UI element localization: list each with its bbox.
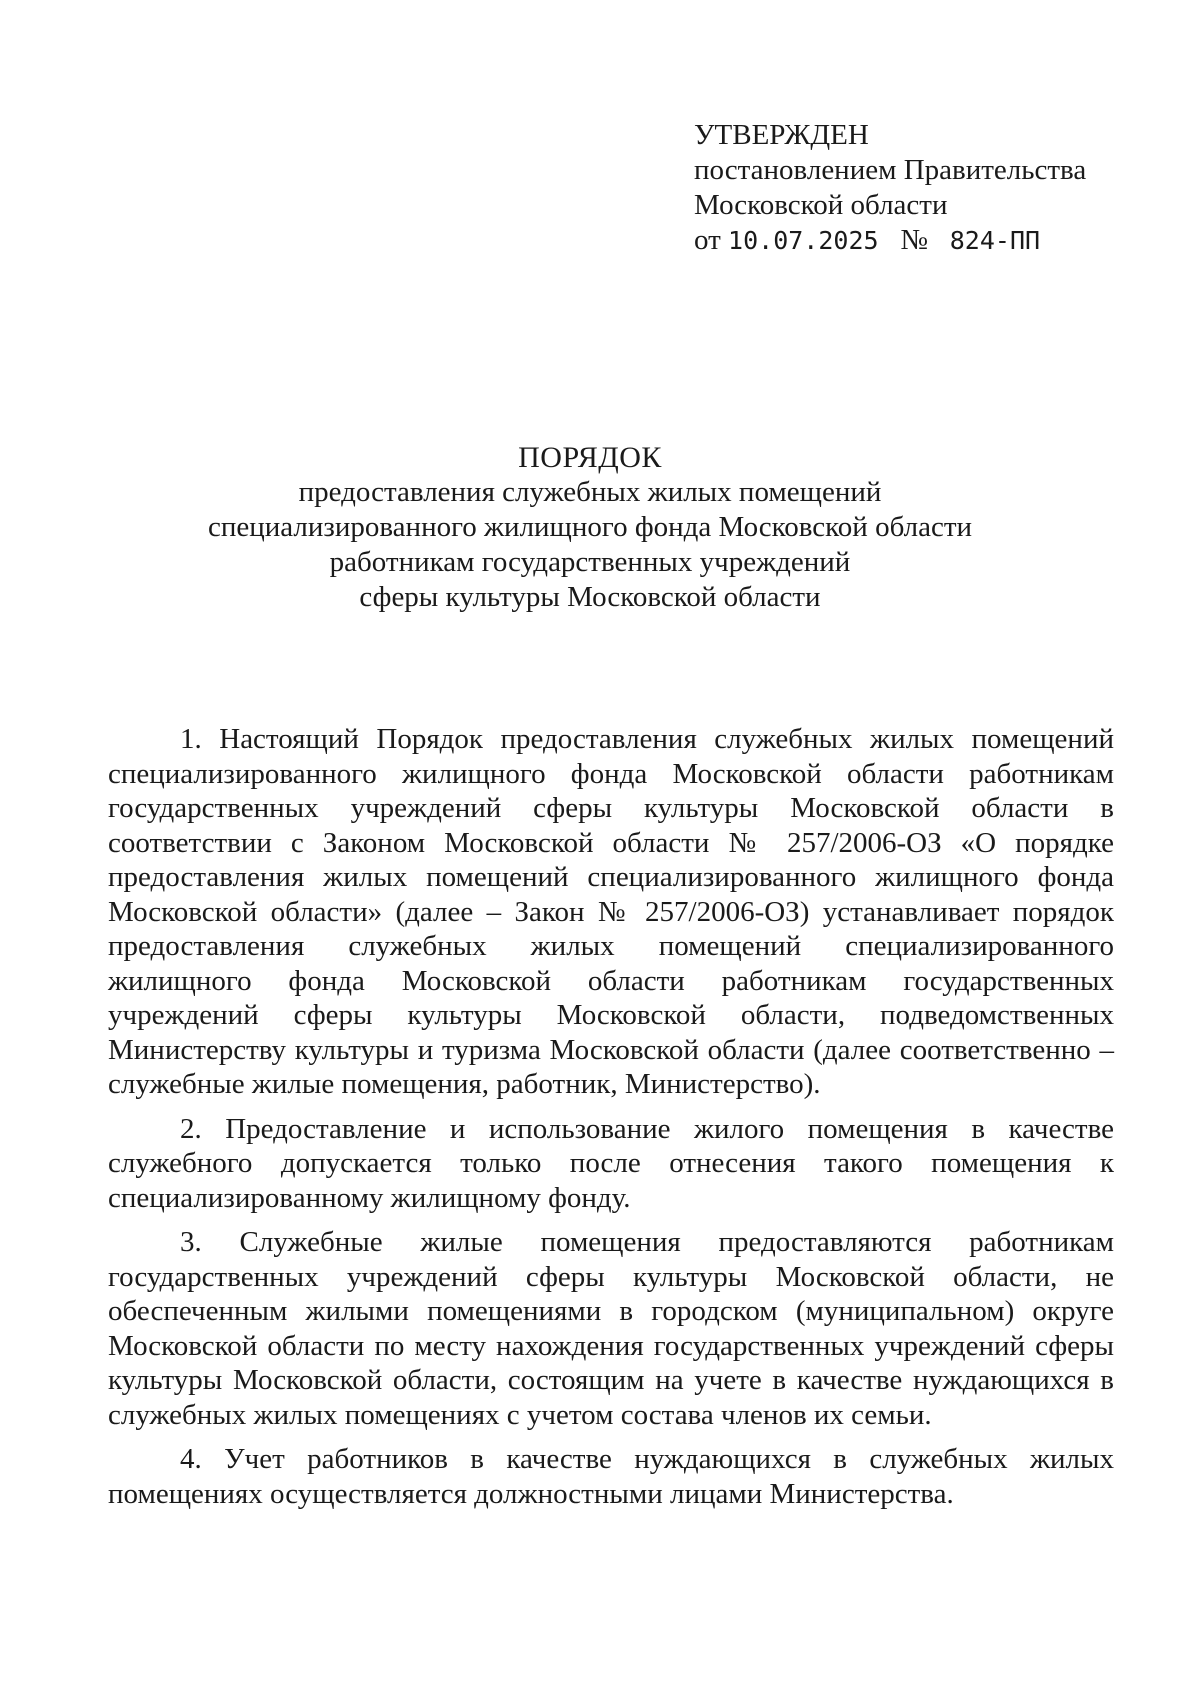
approval-line-1: постановлением Правительства [694, 154, 1087, 186]
title-line-2: специализированного жилищного фонда Московской области [207, 511, 973, 543]
title-line-3: работникам государственных учреждений [329, 546, 851, 578]
paragraph-2: 2. Предоставление и использование жилого помещения в качестве служебного допускается только после отнесения такого помещения к специализированному жилищному фонду. [108, 1112, 1114, 1214]
document-title [150, 440, 1030, 615]
approval-date-line [694, 223, 1134, 258]
paragraph-4: 4. Учет работников в качестве нуждающихся в служебных жилых помещениях осуществляется должностными лицами Министерства. [108, 1443, 1114, 1510]
title-line-1: предоставления служебных жилых помещений [298, 476, 882, 508]
approval-number: 824-ПП [949, 226, 1041, 255]
paragraph-1: 1. Настоящий Порядок предоставления служебных жилых помещений специализированного жилищного фонда Московской области работникам государственных учреждений сферы культуры Московской области в соответствии с Законом Московской области № 257/2006-ОЗ «О порядке предоставления жилых помещений специализированного жилищного фонда Московской области» (далее – Закон № 257/2006-ОЗ) устанавливает порядок предоставления служебных жилых помещений специализированного жилищного фонда Московской области работникам государственных учреждений сферы культуры Московской области, подведомственных Министерству культуры и туризма Московской области (далее соответственно – служебные жилые помещения, работник, Министерство). [108, 723, 1114, 1100]
document-body [108, 722, 1114, 1511]
approval-date: 10.07.2025 [728, 226, 879, 255]
approval-block [694, 118, 1134, 258]
title-heading: ПОРЯДОК [518, 441, 662, 474]
approval-date-prefix: от [694, 224, 721, 256]
approval-line-2: Московской области [694, 189, 948, 221]
approval-label: УТВЕРЖДЕН [694, 119, 869, 151]
paragraph-3: 3. Служебные жилые помещения предоставляются работникам государственных учреждений сферы культуры Московской области, не обеспеченным жилыми помещениями в городском (муниципальном) округе Московской области по месту нахождения государственных учреждений сферы культуры Московской области, состоящим на учете в качестве нуждающихся в служебных жилых помещениях с учетом состава членов их семьи. [108, 1226, 1114, 1431]
approval-number-sign: № [900, 224, 928, 256]
title-line-4: сферы культуры Московской области [359, 581, 821, 613]
